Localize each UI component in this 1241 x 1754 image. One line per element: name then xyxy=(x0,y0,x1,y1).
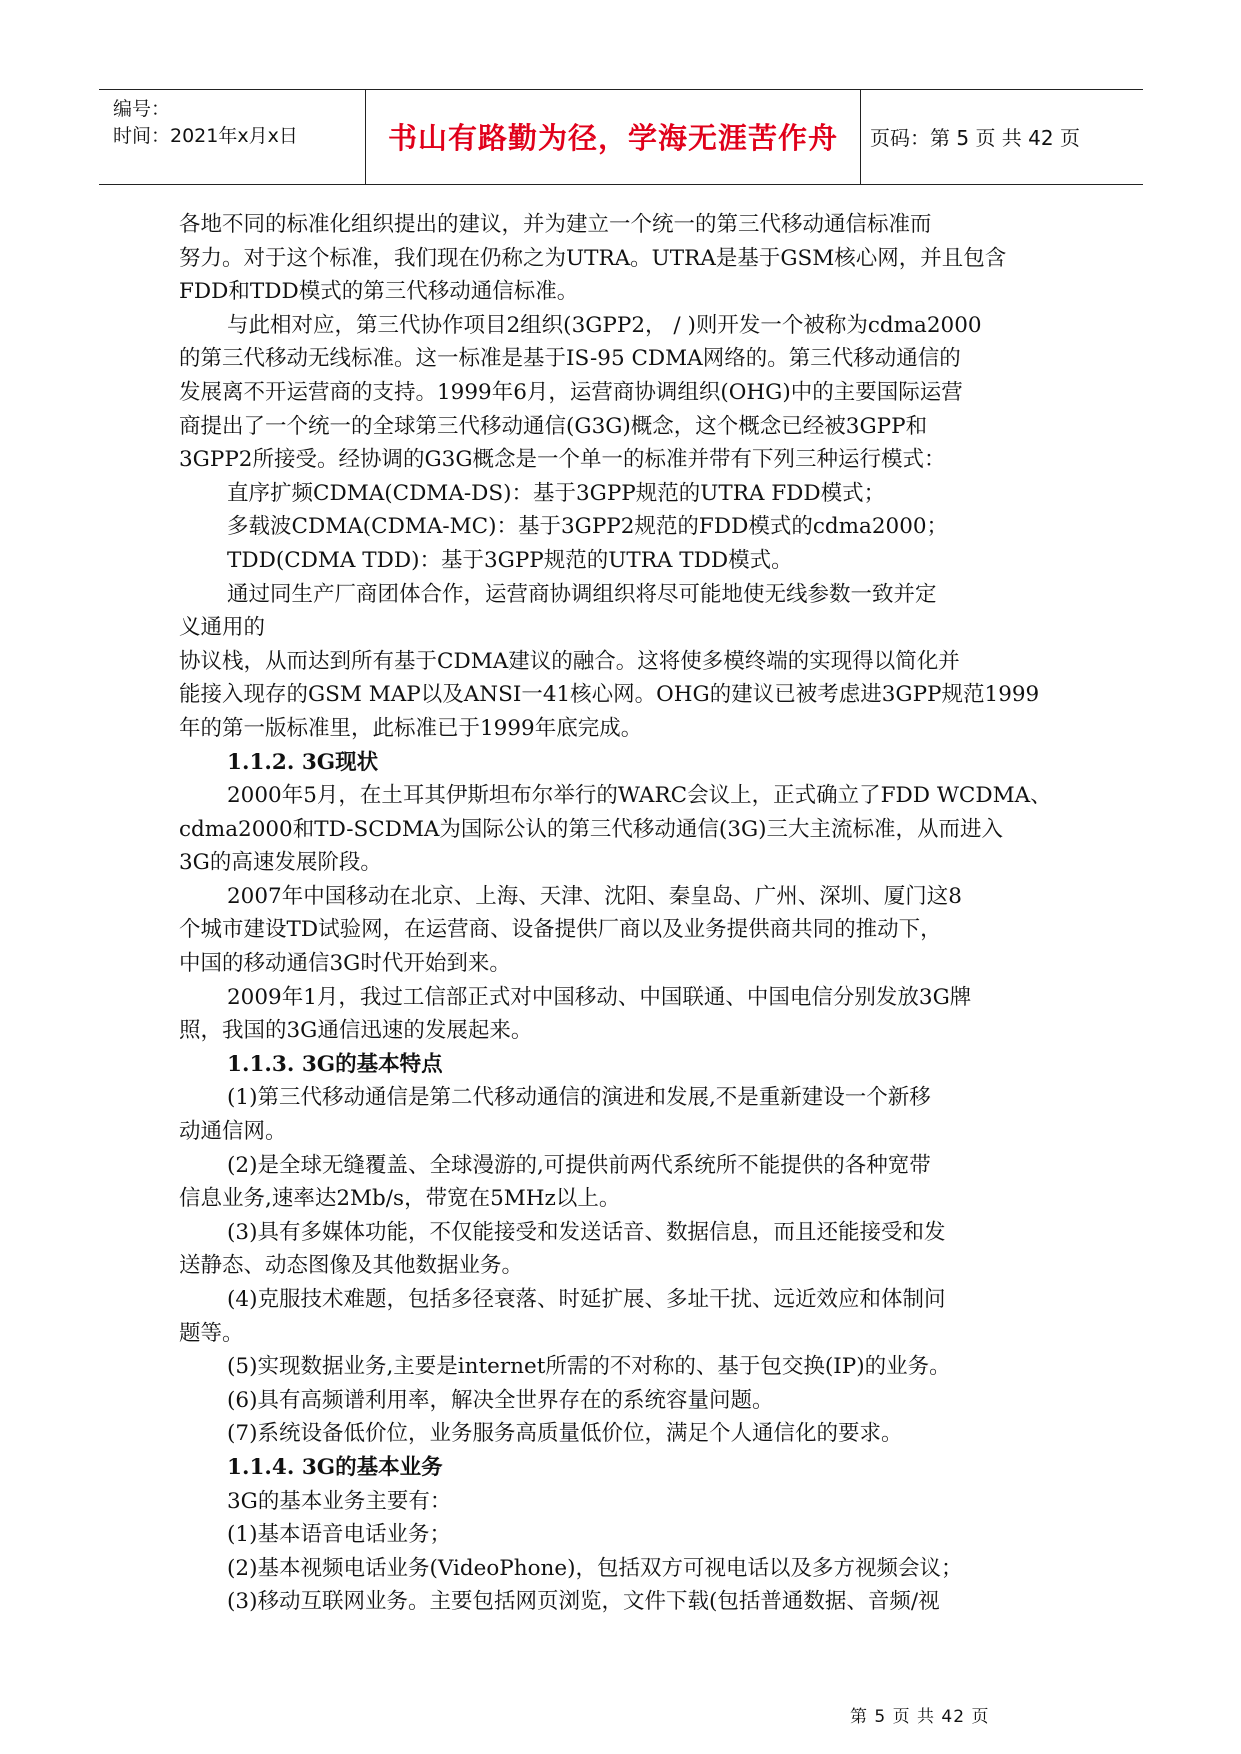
text-line: 照，我国的3G通信迅速的发展起来。 xyxy=(179,1018,533,1044)
time-label: 时间：2021年x月x日 xyxy=(113,125,298,147)
text-line: 通过同生产厂商团体合作，运营商协调组织将尽可能地使无线参数一致并定 xyxy=(227,581,937,607)
text-line: 题等。 xyxy=(179,1320,244,1346)
text-line: (4)克服技术难题，包括多径衰落、时延扩展、多址干扰、远近效应和体制问 xyxy=(227,1287,946,1312)
text-line: (2)基本视频电话业务(VideoPhone)，包括双方可视电话以及多方视频会议； xyxy=(227,1555,963,1581)
section-heading: 1.1.3. 3G的基本特点 xyxy=(227,1051,443,1077)
page-header xyxy=(99,89,1143,185)
header-motto-cell xyxy=(365,90,861,184)
text-line: 能接入现存的GSM MAP以及ANSI一41核心网。OHG的建议已被考虑进3GPP规范1999 xyxy=(179,682,1040,708)
text-line: 2009年1月，我过工信部正式对中国移动、中国联通、中国电信分别发放3G牌 xyxy=(227,984,972,1010)
text-line: 3G的高速发展阶段。 xyxy=(179,850,382,876)
text-line: 个城市建设TD试验网，在运营商、设备提供厂商以及业务提供商共同的推动下， xyxy=(179,917,942,943)
header-meta-cell xyxy=(99,90,365,184)
text-line: 多载波CDMA(CDMA-MC)：基于3GPP2规范的FDD模式的cdma2000； xyxy=(227,514,949,540)
text-line: 信息业务,速率达2Mb/s，带宽在5MHz以上。 xyxy=(179,1186,621,1212)
serial-label: 编号： xyxy=(113,98,171,120)
text-line: (1)基本语音电话业务； xyxy=(227,1522,451,1548)
text-line: (3)移动互联网业务。主要包括网页浏览，文件下载(包括普通数据、音频/视 xyxy=(227,1589,940,1615)
text-line: 送静态、动态图像及其他数据业务。 xyxy=(179,1253,524,1279)
header-page-cell xyxy=(860,90,1143,184)
motto: 书山有路勤为径，学海无涯苦作舟 xyxy=(387,121,838,155)
text-line: 与此相对应，第三代协作项目2组织(3GPP2， / )则开发一个被称为cdma2000 xyxy=(227,312,982,338)
text-line: TDD(CDMA TDD)：基于3GPP规范的UTRA TDD模式。 xyxy=(227,547,793,573)
text-line: 中国的移动通信3G时代开始到来。 xyxy=(179,951,511,977)
page-info: 页码：第 5 页 共 42 页 xyxy=(870,126,1080,150)
text-line: FDD和TDD模式的第三代移动通信标准。 xyxy=(179,279,579,305)
text-line: cdma2000和TD-SCDMA为国际公认的第三代移动通信(3G)三大主流标准，从而进入 xyxy=(179,816,1004,842)
text-line: 发展离不开运营商的支持。1999年6月，运营商协调组织(OHG)中的主要国际运营 xyxy=(179,379,963,405)
text-line: (2)是全球无缝覆盖、全球漫游的,可提供前两代系统所不能提供的各种宽带 xyxy=(227,1152,931,1178)
section-heading: 1.1.2. 3G现状 xyxy=(227,749,379,775)
section-heading: 1.1.4. 3G的基本业务 xyxy=(227,1454,443,1480)
text-line: 动通信网。 xyxy=(179,1119,287,1145)
text-line: (1)第三代移动通信是第二代移动通信的演进和发展,不是重新建设一个新移 xyxy=(227,1085,931,1111)
text-line: (6)具有高频谱利用率，解决全世界存在的系统容量问题。 xyxy=(227,1387,774,1413)
page-footer: 第 5 页 共 42 页 xyxy=(850,1707,990,1727)
text-line: 各地不同的标准化组织提出的建议，并为建立一个统一的第三代移动通信标准而 xyxy=(179,212,932,237)
text-line: 的第三代移动无线标准。这一标准是基于IS-95 CDMA网络的。第三代移动通信的 xyxy=(179,346,961,372)
text-line: 年的第一版标准里，此标准已于1999年底完成。 xyxy=(179,715,643,741)
text-line: 努力。对于这个标准，我们现在仍称之为UTRA。UTRA是基于GSM核心网，并且包含 xyxy=(179,245,1007,271)
text-line: 商提出了一个统一的全球第三代移动通信(G3G)概念，这个概念已经被3GPP和 xyxy=(179,413,928,439)
text-line: (3)具有多媒体功能，不仅能接受和发送话音、数据信息，而且还能接受和发 xyxy=(227,1219,946,1245)
text-line: 协议栈，从而达到所有基于CDMA建议的融合。这将使多模终端的实现得以简化并 xyxy=(179,648,960,674)
text-line: 直序扩频CDMA(CDMA-DS)：基于3GPP规范的UTRA FDD模式； xyxy=(227,480,886,506)
text-line: 2007年中国移动在北京、上海、天津、沈阳、秦皇岛、广州、深圳、厦门这8 xyxy=(227,883,962,909)
document-body xyxy=(179,208,1059,1619)
text-line: (5)实现数据业务,主要是internet所需的不对称的、基于包交换(IP)的业务。 xyxy=(227,1354,951,1380)
text-line: 2000年5月，在土耳其伊斯坦布尔举行的WARC会议上，正式确立了FDD WCDMA、 xyxy=(227,783,1052,809)
text-line: (7)系统设备低价位，业务服务高质量低价位，满足个人通信化的要求。 xyxy=(227,1421,903,1447)
text-line: 义通用的 xyxy=(179,615,266,641)
text-line: 3GPP2所接受。经协调的G3G概念是一个单一的标准并带有下列三种运行模式： xyxy=(179,447,946,473)
text-line: 3G的基本业务主要有： xyxy=(227,1488,452,1514)
